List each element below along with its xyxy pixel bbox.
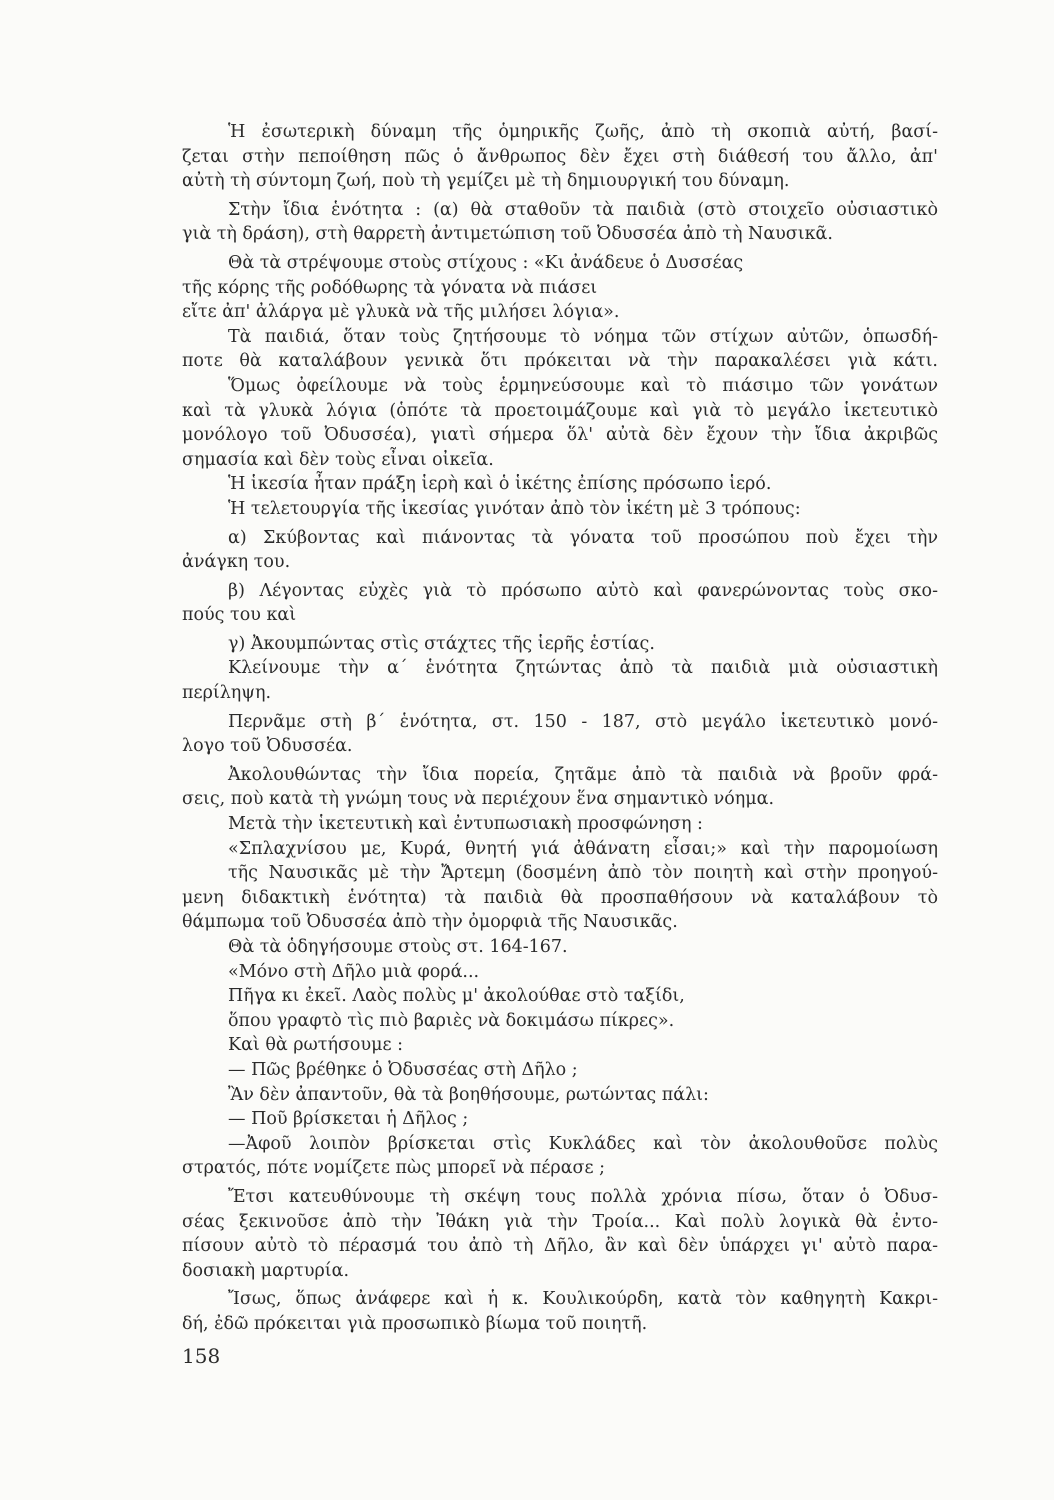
text-line: σέας ξεκινοῦσε ἀπὸ τὴν Ἰθάκη γιὰ τὴν Τροία... Καὶ πολὺ λογικὰ θὰ ἐντο- — [182, 1211, 938, 1232]
text-line: τῆς κόρης τῆς ροδόθωρης τὰ γόνατα νὰ πιάσει — [182, 277, 598, 298]
text-line: Στὴν ἴδια ἑνότητα : (α) θὰ σταθοῦν τὰ παιδιὰ (στὸ στοιχεῖο οὐσιαστικὸ — [228, 199, 938, 220]
text-line: στρατός, πότε νομίζετε πὼς μπορεῖ νὰ πέρασε ; — [182, 1158, 605, 1179]
text-line: δή, ἐδῶ πρόκειται γιὰ προσωπικὸ βίωμα τοῦ ποιητῆ. — [182, 1313, 648, 1334]
text-line: σημασία καὶ δὲν τοὺς εἶναι οἰκεῖα. — [182, 449, 494, 470]
text-line: δοσιακὴ μαρτυρία. — [182, 1260, 350, 1281]
text-line: —Ἀφοῦ λοιπὸν βρίσκεται στὶς Κυκλάδες καὶ τὸν ἀκολουθοῦσε πολὺς — [228, 1133, 938, 1154]
text-line: γιὰ τὴ δράση), στὴ θαρρετὴ ἀντιμετώπιση τοῦ Ὀδυσσέα ἀπὸ τὴ Ναυσικᾶ. — [182, 224, 833, 245]
body-text — [182, 120, 938, 1337]
text-line: Θὰ τὰ ὁδηγήσουμε στοὺς στ. 164-167. — [228, 937, 568, 957]
text-line: περίληψη. — [182, 683, 272, 704]
text-line: α) Σκύβοντας καὶ πιάνοντας τὰ γόνατα τοῦ προσώπου ποὺ ἔχει τὴν — [228, 527, 938, 548]
text-line: γ) Ἀκουμπώντας στὶς στάχτες τῆς ἱερῆς ἑστίας. — [228, 633, 655, 654]
text-line: αὐτὴ τὴ σύντομη ζωή, ποὺ τὴ γεμίζει μὲ τὴ δημιουργική του δύναμη. — [182, 171, 790, 192]
text-line: Ἴσως, ὅπως ἀνάφερε καὶ ἡ κ. Κουλικούρδη, κατὰ τὸν καθηγητὴ Κακρι- — [228, 1289, 938, 1310]
text-line: Ἡ ἐσωτερικὴ δύναμη τῆς ὁμηρικῆς ζωῆς, ἀπὸ τὴ σκοπιὰ αὐτή, βασί- — [228, 122, 938, 142]
text-line: «Σπλαχνίσου με, Κυρά, θνητή γιά ἀθάνατη εἶσαι;» καὶ τὴν παρομοίωση — [228, 838, 938, 859]
text-line: Μετὰ τὴν ἱκετευτικὴ καὶ ἐντυπωσιακὴ προσφώνηση : — [228, 814, 703, 835]
page-number: 158 — [182, 1344, 221, 1368]
text-line: ζεται στὴν πεποίθηση πῶς ὁ ἄνθρωπος δὲν ἔχει στὴ διάθεσή του ἄλλο, ἀπ' — [182, 146, 938, 167]
text-line: Καὶ θὰ ρωτήσουμε : — [228, 1035, 403, 1056]
text-line: Θὰ τὰ στρέψουμε στοὺς στίχους : «Κι ἀνάδευε ὁ Δυσσέας — [228, 252, 744, 273]
text-line: πούς του καὶ — [182, 605, 297, 626]
text-line: εἴτε ἀπ' ἀλάργα μὲ γλυκὰ νὰ τῆς μιλήσει λόγια». — [182, 302, 620, 323]
text-line: μενη διδακτικὴ ἑνότητα) τὰ παιδιὰ θὰ προσπαθήσουν νὰ καταλάβουν τὸ — [182, 887, 938, 908]
text-line: — Ποῦ βρίσκεται ἡ Δῆλος ; — [228, 1109, 469, 1130]
text-line: σεις, ποὺ κατὰ τὴ γνώμη τους νὰ περιέχουν ἕνα σημαντικὸ νόημα. — [182, 789, 775, 810]
text-line: καὶ τὰ γλυκὰ λόγια (ὁπότε τὰ προετοιμάζουμε καὶ γιὰ τὸ μεγάλο ἱκετευτικὸ — [182, 400, 938, 421]
text-line: θάμπωμα τοῦ Ὀδυσσέα ἀπὸ τὴν ὀμορφιὰ τῆς Ναυσικᾶς. — [182, 912, 678, 933]
text-line: Περνᾶμε στὴ β΄ ἑνότητα, στ. 150 - 187, στὸ μεγάλο ἱκετευτικὸ μονό- — [228, 711, 938, 732]
text-line: — Πῶς βρέθηκε ὁ Ὀδυσσέας στὴ Δῆλο ; — [228, 1059, 578, 1080]
text-line: πίσουν αὐτὸ τὸ πέρασμά του ἀπὸ τὴ Δῆλο, ἂν καὶ δὲν ὑπάρχει γι' αὐτὸ παρα- — [182, 1236, 938, 1257]
text-line: Τὰ παιδιά, ὅταν τοὺς ζητήσουμε τὸ νόημα τῶν στίχων αὐτῶν, ὁπωσδή- — [228, 326, 938, 347]
text-line: Ἔτσι κατευθύνουμε τὴ σκέψη τους πολλὰ χρόνια πίσω, ὅταν ὁ Ὀδυσ- — [228, 1186, 938, 1207]
text-line: Ἂν δὲν ἀπαντοῦν, θὰ τὰ βοηθήσουμε, ρωτώντας πάλι: — [228, 1084, 709, 1105]
text-line: ὅπου γραφτὸ τὶς πιὸ βαριὲς νὰ δοκιμάσω πίκρες». — [228, 1010, 675, 1031]
text-line: Ἡ τελετουργία τῆς ἱκεσίας γινόταν ἀπὸ τὸν ἱκέτη μὲ 3 τρόπους: — [228, 498, 801, 519]
text-line: «Μόνο στὴ Δῆλο μιὰ φορά... — [228, 961, 480, 982]
text-line: Ὅμως ὀφείλουμε νὰ τοὺς ἑρμηνεύσουμε καὶ τὸ πιάσιμο τῶν γονάτων — [228, 375, 938, 396]
text-line: ἀνάγκη του. — [182, 552, 291, 573]
text-line: Ἡ ἱκεσία ἦταν πράξη ἱερὴ καὶ ὁ ἱκέτης ἐπίσης πρόσωπο ἱερό. — [228, 474, 772, 495]
text-line: λογο τοῦ Ὀδυσσέα. — [182, 736, 353, 757]
text-line: Ἀκολουθώντας τὴν ἴδια πορεία, ζητᾶμε ἀπὸ τὰ παιδιὰ νὰ βροῦν φρά- — [228, 764, 938, 785]
text-line: β) Λέγοντας εὐχὲς γιὰ τὸ πρόσωπο αὐτὸ καὶ φανερώνοντας τοὺς σκο- — [228, 580, 938, 601]
text-line: Πῆγα κι ἐκεῖ. Λαὸς πολὺς μ' ἀκολούθαε στὸ ταξίδι, — [228, 986, 685, 1007]
text-line: Κλείνουμε τὴν α΄ ἑνότητα ζητώντας ἀπὸ τὰ παιδιὰ μιὰ οὐσιαστικὴ — [228, 658, 938, 679]
text-line: μονόλογο τοῦ Ὀδυσσέα), γιατὶ σήμερα ὅλ' αὐτὰ δὲν ἔχουν τὴν ἴδια ἀκριβῶς — [182, 425, 938, 446]
text-line: τῆς Ναυσικᾶς μὲ τὴν Ἄρτεμη (δοσμένη ἀπὸ τὸν ποιητὴ καὶ στὴν προηγού- — [228, 863, 938, 884]
text-line: ποτε θὰ καταλάβουν γενικὰ ὅτι πρόκειται νὰ τὴν παρακαλέσει γιὰ κάτι. — [182, 351, 938, 372]
